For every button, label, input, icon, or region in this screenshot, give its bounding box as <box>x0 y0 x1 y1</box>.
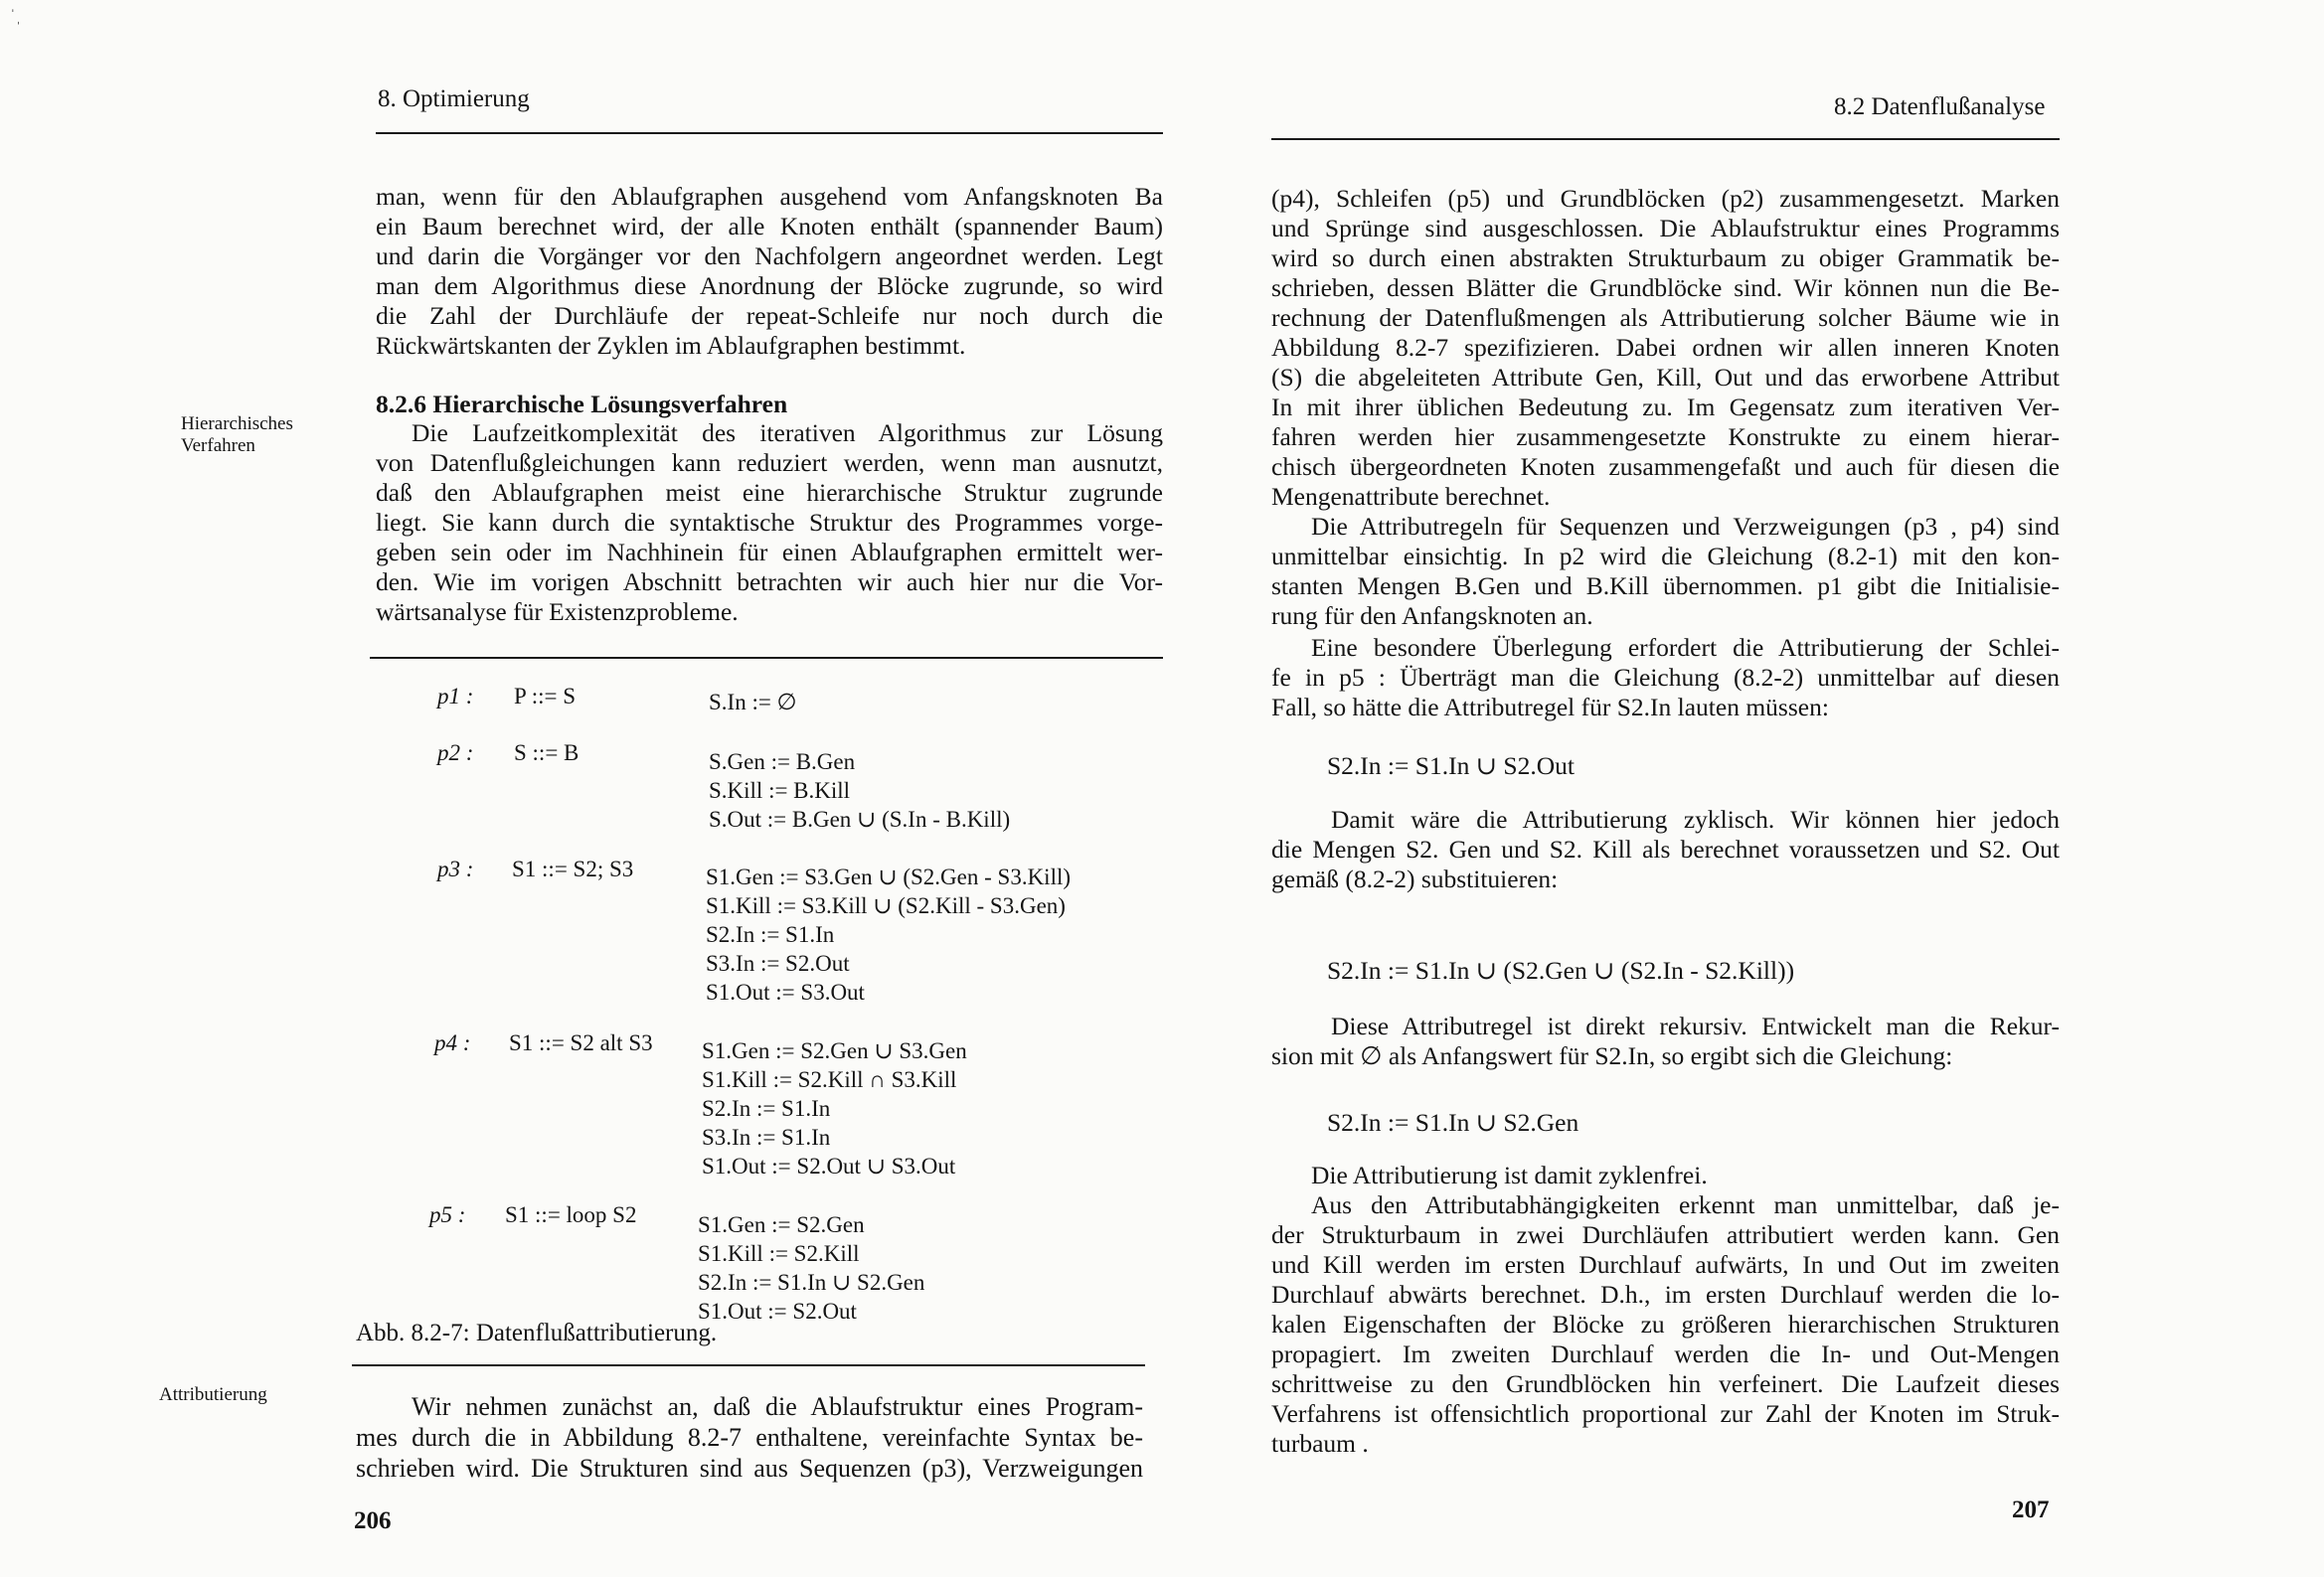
text-line: Die Attributregeln für Sequenzen und Verzweigungen (p3 , p4) sind <box>1311 512 2060 541</box>
text-line: Diese Attributregel ist direkt rekursiv. Entwickelt man die Rekur- <box>1331 1012 2060 1040</box>
text-line: wird so durch einen abstrakten Strukturbaum zu obiger Grammatik be- <box>1271 243 2060 272</box>
text-line: Eine besondere Überlegung erfordert die Attributierung der Schlei- <box>1311 633 2060 662</box>
margin-note-hierarchisches <box>181 413 293 457</box>
text-line: stanten Mengen B.Gen und B.Kill übernommen. p1 gibt die Initialisie- <box>1271 571 2060 600</box>
right-running-header: 8.2 Datenflußanalyse <box>1834 93 2046 120</box>
section-title: 8.2.6 Hierarchische Lösungsverfahren <box>376 390 788 418</box>
text-line: der Strukturbaum in zwei Durchläufen attributiert werden kann. Gen <box>1271 1220 2060 1249</box>
text-line: chisch übergeordneten Knoten zusammengefaßt und auch für diesen die <box>1271 452 2060 481</box>
text-line: Aus den Attributabhängigkeiten erkennt man unmittelbar, daß je- <box>1311 1190 2060 1219</box>
text-line: wärtsanalyse für Existenzprobleme. <box>376 597 739 626</box>
left-running-header: 8. Optimierung <box>378 85 530 112</box>
attribute-rule: S1.Out := S3.Out <box>706 980 865 1005</box>
text-line: rechnung der Datenflußmengen als Attributierung solcher Bäume wie in <box>1271 303 2060 332</box>
left-page-number: 206 <box>354 1507 392 1534</box>
text-line: liegt. Sie kann durch die syntaktische Struktur des Programmes vorge- <box>376 508 1163 537</box>
text-line: fahren werden hier zusammengesetzte Konstrukte zu einem hierar- <box>1271 422 2060 451</box>
margin-note-line: Hierarchisches <box>181 413 293 434</box>
text-line: und Kill werden im ersten Durchlauf aufwärts, In und Out im zweiten <box>1271 1250 2060 1279</box>
attribute-rule: S3.In := S2.Out <box>706 951 850 976</box>
production-rule: S1 ::= S2 alt S3 <box>509 1030 653 1055</box>
figure-caption: Abb. 8.2-7: Datenflußattributierung. <box>356 1320 718 1346</box>
production-label: p4 : <box>434 1030 471 1055</box>
text-line: fe in p5 : Überträgt man die Gleichung (8.2-2) unmittelbar auf diesen <box>1271 663 2060 692</box>
production-label: p2 : <box>437 740 474 765</box>
text-line: daß den Ablaufgraphen meist eine hierarchische Struktur zugrunde <box>376 478 1163 507</box>
left-intro-paragraph <box>376 182 1163 361</box>
attribute-rule: S.Gen := B.Gen <box>709 749 856 774</box>
text-line: geben sein oder im Nachhinein für einen Ablaufgraphen ermittelt wer- <box>376 538 1163 566</box>
text-line: Verfahrens ist offensichtlich proportional zur Zahl der Knoten im Struk- <box>1271 1399 2060 1428</box>
text-line: man, wenn für den Ablaufgraphen ausgehend vom Anfangsknoten Ba <box>376 182 1163 211</box>
text-line: und Sprünge sind ausgeschlossen. Die Ablaufstruktur eines Programms <box>1271 214 2060 242</box>
text-line: Durchlauf abwärts berechnet. D.h., im ersten Durchlauf werden die lo- <box>1271 1280 2060 1309</box>
text-line: die Mengen S2. Gen und S2. Kill als berechnet voraussetzen und S2. Out <box>1271 835 2060 864</box>
attribute-rules <box>706 863 1071 1007</box>
text-line: sion mit ∅ als Anfangswert für S2.In, so ergibt sich die Gleichung: <box>1271 1041 1953 1070</box>
equation-3: S2.In := S1.In ∪ S2.Gen <box>1327 1108 1579 1137</box>
production-label: p3 : <box>437 857 474 881</box>
left-header-rule <box>376 132 1163 134</box>
right-paragraph-6 <box>1271 1161 2060 1459</box>
attribute-rules <box>698 1210 924 1326</box>
text-line: Abbildung 8.2-7 spezifizieren. Dabei ordnen wir allen inneren Knoten <box>1271 333 2060 362</box>
text-line: Damit wäre die Attributierung zyklisch. Wir können hier jedoch <box>1331 805 2060 834</box>
right-header-rule <box>1271 138 2060 140</box>
attribute-rule: S2.In := S1.In ∪ S2.Gen <box>698 1270 925 1295</box>
figure-top-rule <box>370 657 1163 659</box>
attribute-rule: S1.Gen := S3.Gen ∪ (S2.Gen - S3.Kill) <box>706 865 1072 889</box>
text-line: Wir nehmen zunächst an, daß die Ablaufstruktur eines Program- <box>412 1392 1143 1421</box>
text-line: (p4), Schleifen (p5) und Grundblöcken (p2) zusammengesetzt. Marken <box>1271 184 2060 213</box>
text-line: turbaum . <box>1271 1429 1369 1458</box>
text-line: den. Wie im vorigen Abschnitt betrachten wir auch hier nur die Vor- <box>376 567 1163 596</box>
attribute-rule: S.Out := B.Gen ∪ (S.In - B.Kill) <box>709 807 1011 832</box>
text-line: propagiert. Im zweiten Durchlauf werden die In- und Out-Mengen <box>1271 1340 2060 1368</box>
production-label: p5 : <box>429 1202 466 1227</box>
text-line: unmittelbar einsichtig. In p2 wird die Gleichung (8.2-1) mit den kon- <box>1271 542 2060 570</box>
text-line: In mit ihrer üblichen Bedeutung zu. Im Gegensatz zum iterativen Ver- <box>1271 393 2060 421</box>
left-section-paragraph <box>376 418 1163 627</box>
right-paragraph-4 <box>1271 805 2060 894</box>
attribute-rules <box>709 747 1010 834</box>
right-page <box>1162 0 2324 1577</box>
text-line: schrieben, dessen Blätter die Grundblöcke sind. Wir können nun die Be- <box>1271 273 2060 302</box>
attribute-rule: S3.In := S1.In <box>702 1125 831 1150</box>
text-line: schrittweise zu den Grundblöcken hin verfeinert. Die Laufzeit dieses <box>1271 1369 2060 1398</box>
attribute-rules <box>702 1036 967 1181</box>
attribute-rule: S.In := ∅ <box>709 690 797 714</box>
production-label: p1 : <box>437 684 474 709</box>
attribute-rule: S2.In := S1.In <box>706 922 835 947</box>
margin-note-attributierung: Attributierung <box>159 1384 267 1405</box>
production-rule: S1 ::= loop S2 <box>505 1202 637 1227</box>
right-paragraph-3 <box>1271 633 2060 722</box>
margin-note-line: Verfahren <box>181 435 255 456</box>
text-line: ein Baum berechnet wird, der alle Knoten enthält (spannender Baum) <box>376 212 1163 240</box>
text-line: Die Laufzeitkomplexität des iterativen Algorithmus zur Lösung <box>412 418 1163 447</box>
text-line: rung für den Anfangsknoten an. <box>1271 601 1593 630</box>
right-paragraph-1 <box>1271 184 2060 512</box>
text-line: schrieben wird. Die Strukturen sind aus Sequenzen (p3), Verzweigungen <box>356 1454 1143 1483</box>
text-line: man dem Algorithmus diese Anordnung der Blöcke zugrunde, so wird <box>376 271 1163 300</box>
equation-2: S2.In := S1.In ∪ (S2.Gen ∪ (S2.In - S2.Kill)) <box>1327 956 1795 985</box>
text-line: und darin die Vorgänger vor den Nachfolgern angeordnet werden. Legt <box>376 241 1163 270</box>
right-paragraph-5 <box>1271 1012 2060 1071</box>
text-line: (S) die abgeleiteten Attribute Gen, Kill, Out und das erworbene Attribut <box>1271 363 2060 392</box>
equation-1: S2.In := S1.In ∪ S2.Out <box>1327 751 1575 780</box>
text-line: Mengenattribute berechnet. <box>1271 482 1551 511</box>
attribute-rule: S1.Kill := S3.Kill ∪ (S2.Kill - S3.Gen) <box>706 893 1066 918</box>
text-line: Rückwärtskanten der Zyklen im Ablaufgraphen bestimmt. <box>376 331 966 360</box>
attribute-rule: S1.Out := S2.Out <box>698 1299 857 1324</box>
text-line: gemäß (8.2-2) substituieren: <box>1271 865 1559 893</box>
text-line: mes durch die in Abbildung 8.2-7 enthaltene, vereinfachte Syntax be- <box>356 1423 1143 1452</box>
scan-speck: ˈˌ <box>10 6 22 25</box>
text-line: Fall, so hätte die Attributregel für S2.In lauten müssen: <box>1271 693 1829 721</box>
attribute-rule: S1.Gen := S2.Gen ∪ S3.Gen <box>702 1038 967 1063</box>
production-rule: S1 ::= S2; S3 <box>512 857 634 881</box>
left-closing-paragraph <box>356 1391 1143 1484</box>
text-line: Die Attributierung ist damit zyklenfrei. <box>1311 1161 1708 1189</box>
production-rule: S ::= B <box>514 740 580 765</box>
attribute-rule: S1.Out := S2.Out ∪ S3.Out <box>702 1154 956 1179</box>
attribute-rule: S1.Kill := S2.Kill ∩ S3.Kill <box>702 1067 957 1092</box>
text-line: kalen Eigenschaften der Blöcke zu größeren hierarchischen Strukturen <box>1271 1310 2060 1339</box>
text-line: von Datenflußgleichungen kann reduziert werden, wenn man ausnutzt, <box>376 448 1163 477</box>
production-rule: P ::= S <box>514 684 576 709</box>
attribute-rule: S.Kill := B.Kill <box>709 778 851 803</box>
right-paragraph-2 <box>1271 512 2060 631</box>
attribute-rules <box>709 688 797 716</box>
figure-bottom-rule <box>352 1364 1145 1366</box>
attribute-rule: S1.Kill := S2.Kill <box>698 1241 860 1266</box>
text-line: die Zahl der Durchläufe der repeat-Schleife nur noch durch die <box>376 301 1163 330</box>
attribute-rule: S2.In := S1.In <box>702 1096 831 1121</box>
attribute-rule: S1.Gen := S2.Gen <box>698 1212 865 1237</box>
right-page-number: 207 <box>2012 1497 2050 1523</box>
